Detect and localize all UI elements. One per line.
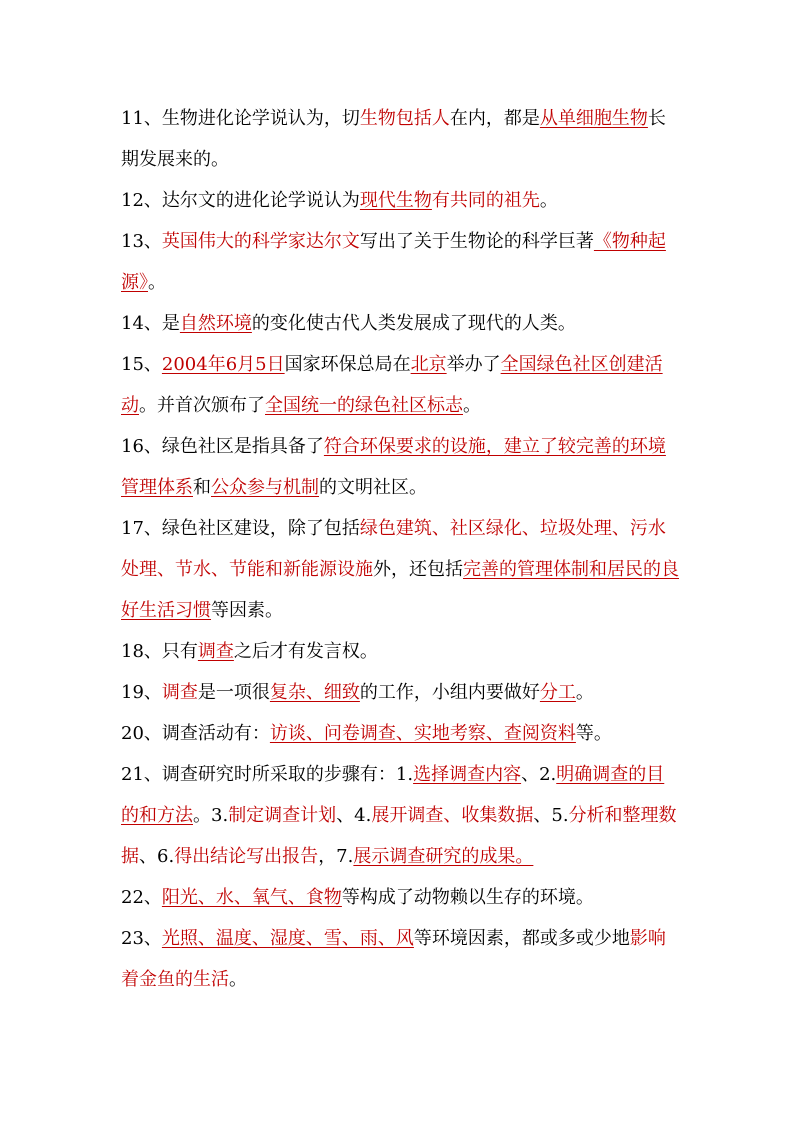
answer-text: 从单细胞生物 xyxy=(539,108,648,129)
question-item xyxy=(121,180,681,221)
question-item xyxy=(121,344,681,426)
item-text: 23、 xyxy=(121,928,162,949)
question-item xyxy=(121,713,681,754)
item-text: 等构成了动物赖以生存的环境。 xyxy=(341,887,594,908)
item-text: 是一项很 xyxy=(197,682,270,703)
question-list xyxy=(121,98,681,1000)
item-text: 16、绿色社区是指具备了 xyxy=(121,436,324,457)
item-text: 。 xyxy=(148,272,166,293)
item-text: 、5. xyxy=(533,805,569,826)
answer-text: 分析和整理数据 xyxy=(121,805,677,867)
answer-text: 展开调查、收集数据 xyxy=(371,805,534,826)
answer-text: 影响着金鱼的生活 xyxy=(121,928,666,990)
answer-text: 2004年6月5日 xyxy=(161,354,285,375)
item-text: 。 xyxy=(539,190,558,211)
answer-text: 明确调查的目的和方法 xyxy=(121,764,665,826)
answer-text: 绿色建筑、社区绿化、垃圾处理、污水处理、节水、节能和新能源设施 xyxy=(121,518,666,580)
answer-text: 光照、温度、湿度、雪、雨、风 xyxy=(161,928,414,949)
answer-text: 调查 xyxy=(197,641,234,662)
item-text: 、6. xyxy=(139,846,175,867)
item-text: 13、 xyxy=(121,231,162,252)
item-text: 的变化使古代人类发展成了现代的人类。 xyxy=(251,313,576,334)
item-text: 12、达尔文的进化论学说认为 xyxy=(121,190,360,211)
answer-text: 阳光、水、氧气、食物 xyxy=(161,887,342,908)
answer-text: 公众参与机制 xyxy=(211,477,319,498)
question-item xyxy=(121,98,681,180)
item-text: 的文明社区。 xyxy=(319,477,427,498)
item-text: 等因素。 xyxy=(211,600,283,621)
answer-text: 选择调查内容 xyxy=(413,764,522,785)
question-item xyxy=(121,877,681,918)
item-text: 、4. xyxy=(336,805,372,826)
question-item xyxy=(121,508,681,631)
item-text: 国家环保总局在 xyxy=(284,354,411,375)
answer-text: 英国伟大的科学家达尔文 xyxy=(161,231,360,252)
item-text: 。 xyxy=(575,682,594,703)
item-text: 等环境因素，都或多或少地 xyxy=(413,928,630,949)
answer-text: 有共同的祖先 xyxy=(431,190,540,211)
item-text: 19、 xyxy=(121,682,162,703)
answer-text: 访谈、问卷调查、实地考察、查阅资料 xyxy=(269,723,576,744)
answer-text: 制定调查计划 xyxy=(228,805,337,826)
answer-text: 复杂、细致 xyxy=(269,682,360,703)
answer-text: 全国统一的绿色社区标志 xyxy=(265,395,463,416)
item-text: 22、 xyxy=(121,887,162,908)
question-item xyxy=(121,426,681,508)
item-text: ，7. xyxy=(318,846,354,867)
answer-text: 符合环保要求的设施，建立了较完善的环境管理体系 xyxy=(121,436,666,498)
item-text: 。 xyxy=(463,395,481,416)
answer-text: 分工 xyxy=(539,682,576,703)
item-text: 15、 xyxy=(121,354,162,375)
answer-text: 完善的管理体制和居民的良好生活习惯 xyxy=(121,559,679,621)
item-text: 17、绿色社区建设，除了包括 xyxy=(121,518,360,539)
answer-text: 全国绿色社区创建活动 xyxy=(121,354,663,416)
item-text: 。3. xyxy=(193,805,229,826)
answer-text: 调查 xyxy=(161,682,198,703)
question-item xyxy=(121,221,681,303)
answer-text: 得出结论写出报告 xyxy=(174,846,319,867)
item-text: 之后才有发言权。 xyxy=(233,641,378,662)
item-text: 14、是 xyxy=(121,313,180,334)
answer-text: 《物种起源》 xyxy=(121,231,666,293)
item-text: 。并首次颁布了 xyxy=(139,395,265,416)
item-text: 11、生物进化论学说认为，切 xyxy=(121,108,360,129)
item-text: 举办了 xyxy=(446,354,501,375)
answer-text: 北京 xyxy=(410,354,447,375)
item-text: 在内，都是 xyxy=(449,108,540,129)
item-text: 外，还包括 xyxy=(373,559,463,580)
item-text: 长期发展来的。 xyxy=(121,108,666,170)
answer-text: 展示调查研究的成果。 xyxy=(353,846,534,867)
item-text: 和 xyxy=(193,477,211,498)
item-text: 21、调查研究时所采取的步骤有：1. xyxy=(121,764,414,785)
question-item xyxy=(121,631,681,672)
question-item xyxy=(121,303,681,344)
item-text: 20、调查活动有： xyxy=(121,723,270,744)
question-item xyxy=(121,672,681,713)
item-text: 。 xyxy=(229,969,247,990)
item-text: 18、只有 xyxy=(121,641,198,662)
item-text: 写出了关于生物论的科学巨著 xyxy=(359,231,594,252)
answer-text: 生物包括人 xyxy=(359,108,450,129)
item-text: 等。 xyxy=(575,723,612,744)
question-item xyxy=(121,918,681,1000)
item-text: 、2. xyxy=(521,764,557,785)
answer-text: 现代生物 xyxy=(359,190,432,211)
item-text: 的工作，小组内要做好 xyxy=(359,682,540,703)
question-item xyxy=(121,754,681,877)
answer-text: 自然环境 xyxy=(179,313,252,334)
